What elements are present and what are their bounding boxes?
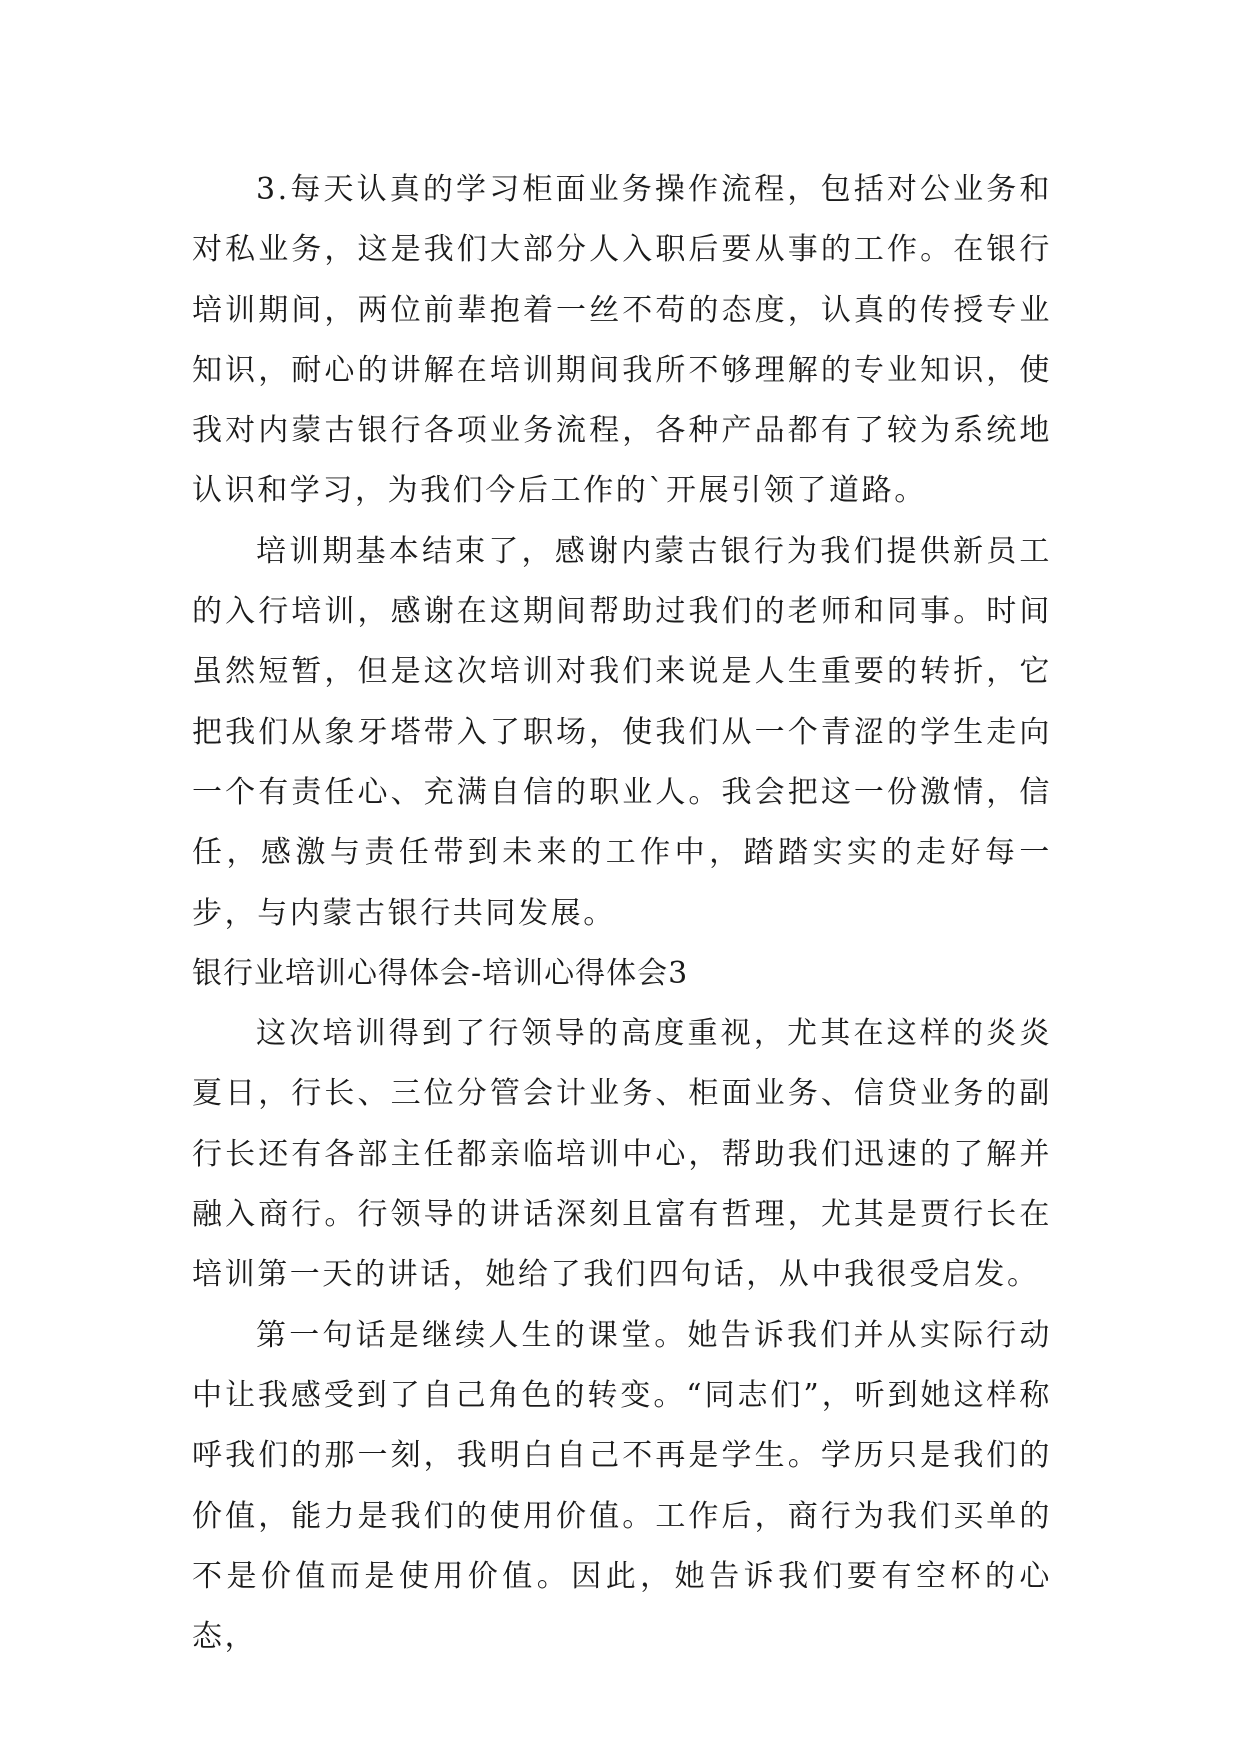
paragraph-training-conclusion: 培训期基本结束了，感谢内蒙古银行为我们提供新员工的入行培训，感谢在这期间帮助过我们的老师和同事。时间虽然短暂，但是这次培训对我们来说是人生重要的转折，它把我们从象牙塔带入了职场，使我们从一个青涩的学生走向一个有责任心、充满自信的职业人。我会把这一份激情，信任，感激与责任带到未来的工作中，踏踏实实的走好每一步，与内蒙古银行共同发展。 — [192, 533, 1052, 931]
paragraph-leadership-attention: 这次培训得到了行领导的高度重视，尤其在这样的炎炎夏日，行长、三位分管会计业务、柜面业务、信贷业务的副行长还有各部主任都亲临培训中心，帮助我们迅速的了解并融入商行。行领导的讲话深刻且富有哲理，尤其是贾行长在培训第一天的讲话，她给了我们四句话，从中我很受启发。 — [192, 1016, 1052, 1293]
section-title: 银行业培训心得体会-培训心得体会3 — [192, 955, 689, 991]
paragraph-first-sentence: 第一句话是继续人生的课堂。她告诉我们并从实际行动中让我感受到了自己角色的转变。“同志们”，听到她这样称呼我们的那一刻，我明白自己不再是学生。学历只是我们的价值，能力是我们的使用价值。工作后，商行为我们买单的不是价值而是使用价值。因此，她告诉我们要有空杯的心态， — [192, 1317, 1052, 1655]
document-body — [192, 160, 1052, 1667]
paragraph-training-process: 3.每天认真的学习柜面业务操作流程，包括对公业务和对私业务，这是我们大部分人入职后要从事的工作。在银行培训期间，两位前辈抱着一丝不苟的态度，认真的传授专业知识，耐心的讲解在培训期间我所不够理解的专业知识，使我对内蒙古银行各项业务流程，各种产品都有了较为系统地认识和学习，为我们今后工作的`开展引领了道路。 — [192, 172, 1052, 509]
